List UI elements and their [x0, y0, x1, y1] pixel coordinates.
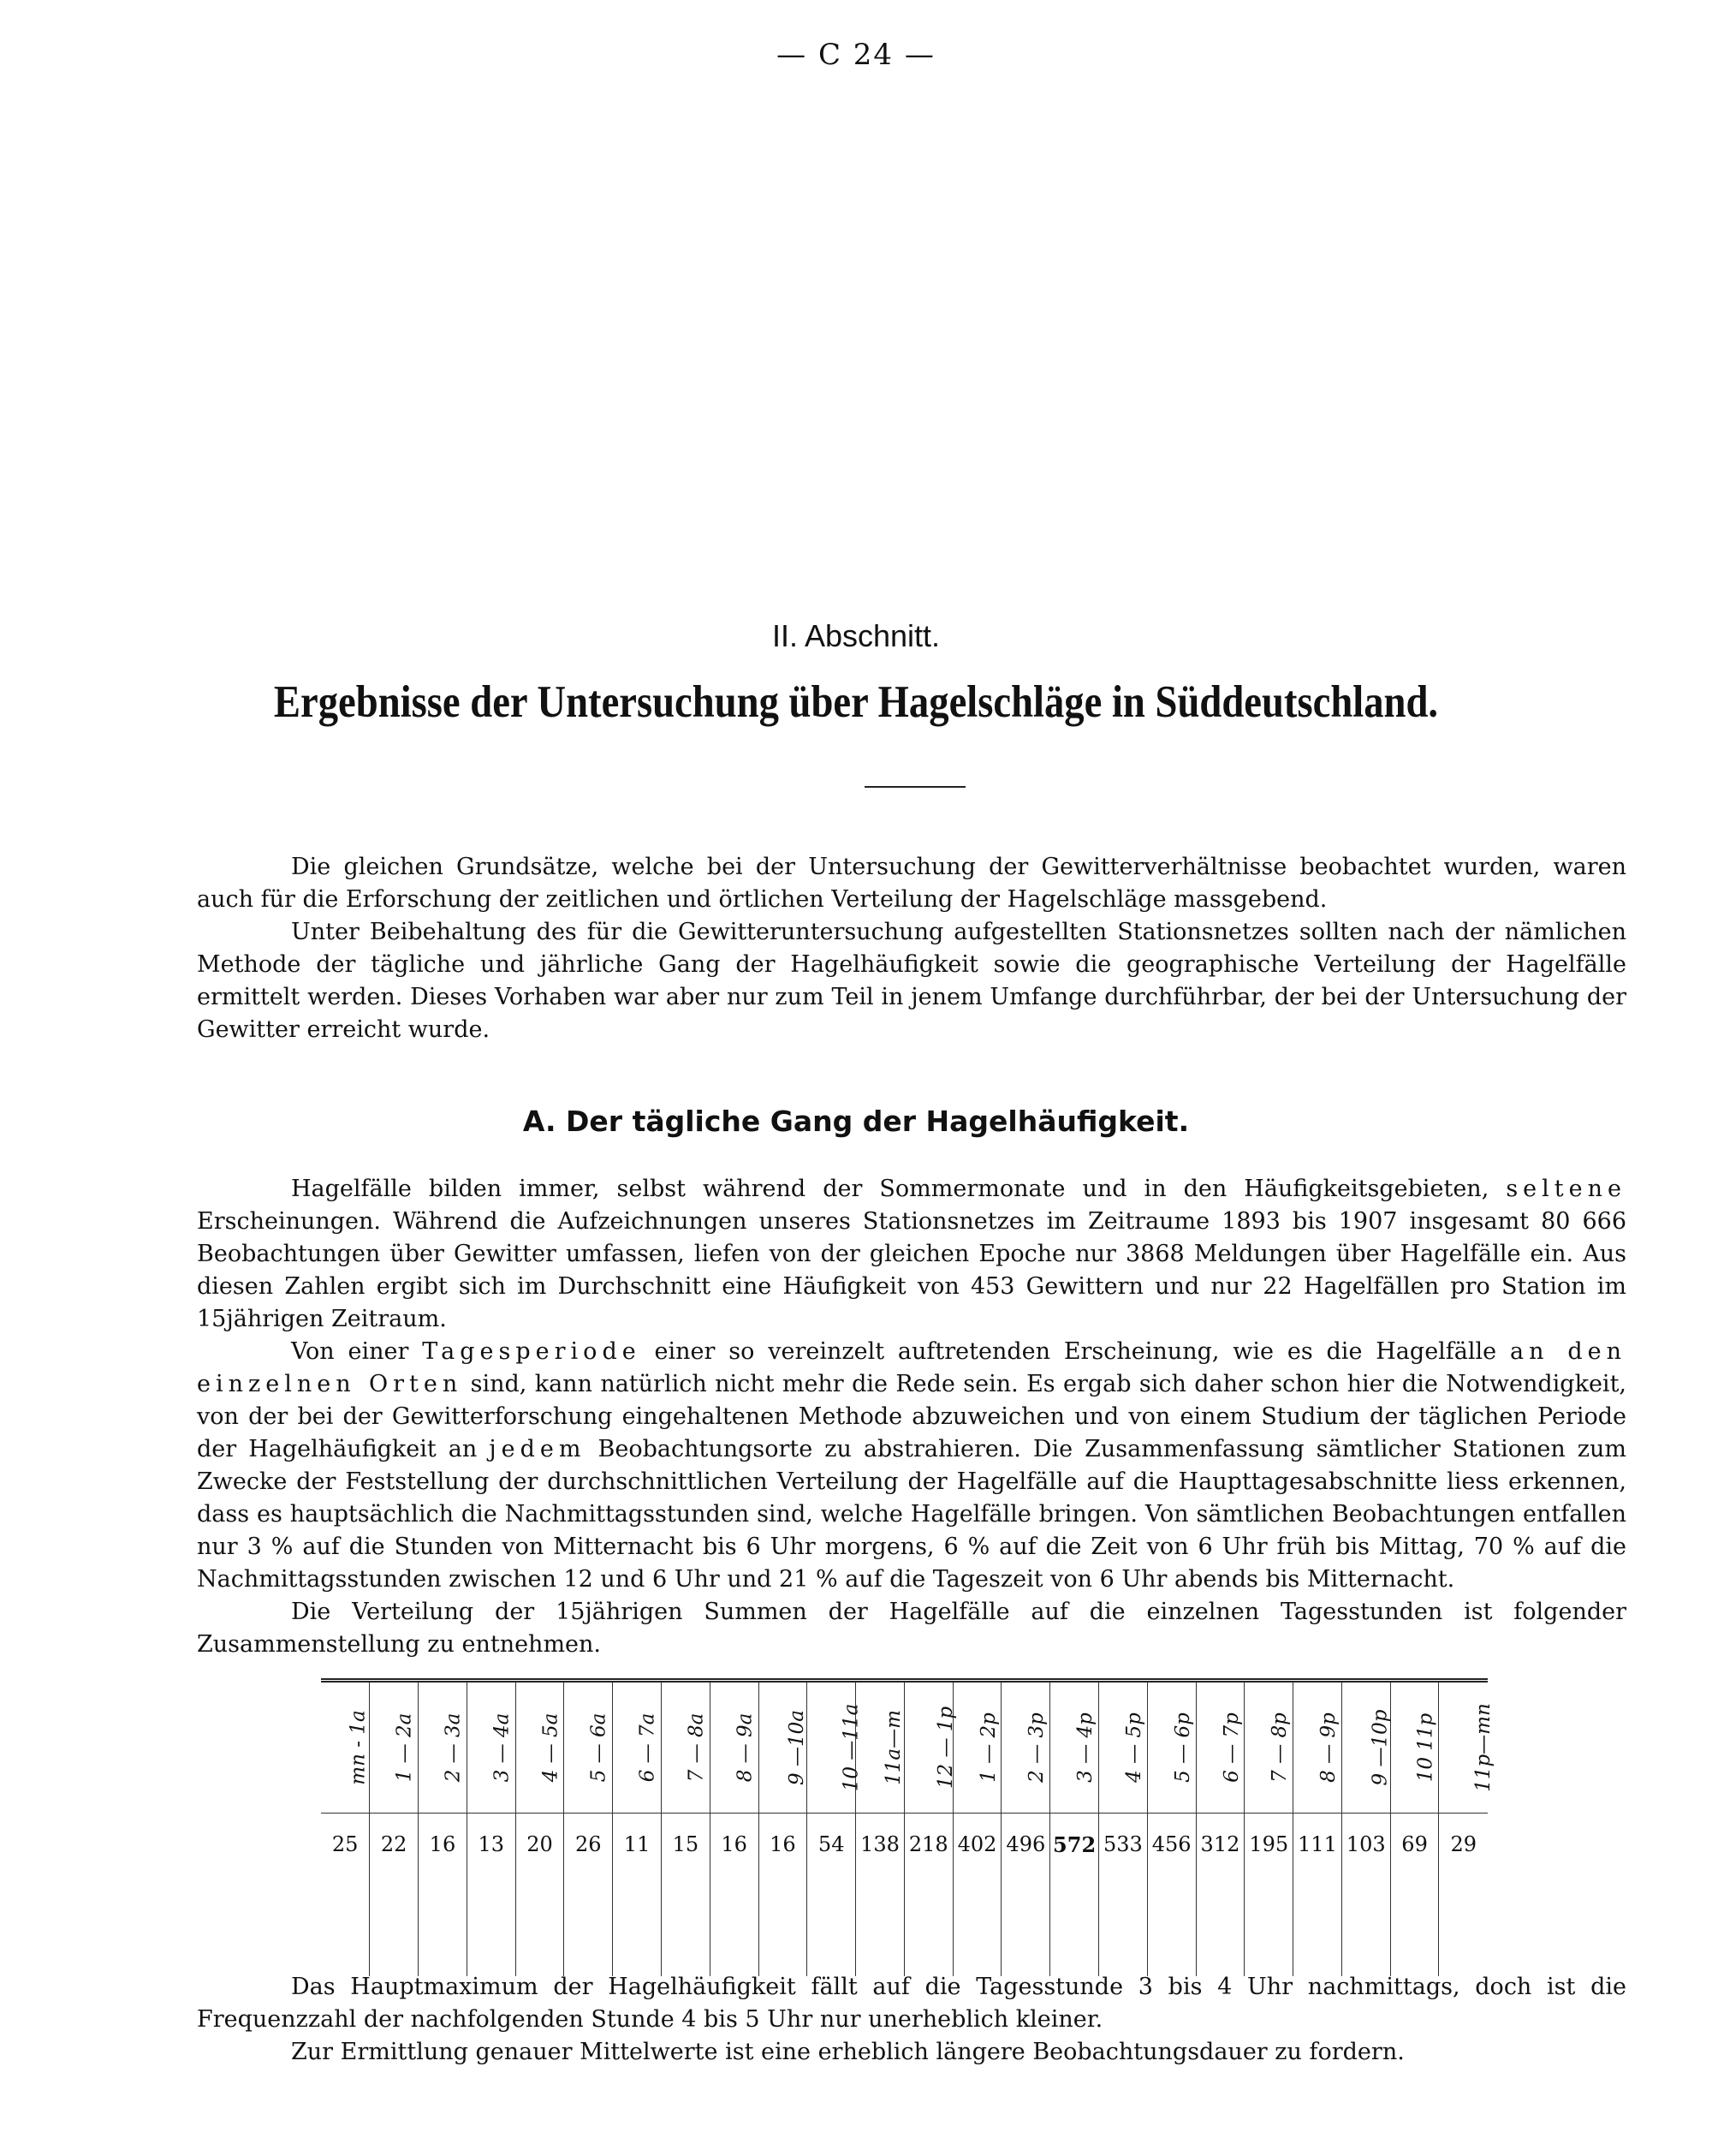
- hour-header-cell: [904, 1683, 957, 1814]
- p2-emphasis-1: Tagesperiode: [422, 1338, 641, 1365]
- blank-cell: [1050, 1899, 1099, 1976]
- subsection-text: [197, 1173, 1626, 1661]
- hour-header-cell: [1390, 1683, 1439, 1814]
- hour-label: 1 — 2a: [393, 1712, 416, 1783]
- table-value-row: [321, 1814, 1488, 1900]
- hail-count-cell: 25: [331, 1832, 359, 1856]
- blank-cell: [1147, 1899, 1196, 1976]
- hail-count-cell: 312: [1196, 1814, 1245, 1900]
- hour-label: 6 — 7a: [636, 1712, 659, 1783]
- subsection-title: A. Der tägliche Gang der Hagelhäufigkeit.: [522, 1105, 1190, 1138]
- hour-label: 8 — 9p: [1317, 1712, 1340, 1783]
- section-label: II. Abschnitt.: [771, 618, 941, 653]
- hail-count-cell: 496: [1002, 1814, 1050, 1900]
- hour-header-cell: [564, 1683, 613, 1814]
- hail-count-cell: 15: [661, 1814, 710, 1900]
- hail-count-cell: 16: [710, 1814, 758, 1900]
- hour-label: 6 — 7p: [1220, 1712, 1243, 1783]
- blank-cell: [807, 1899, 856, 1976]
- blank-cell: [904, 1899, 953, 1976]
- hail-count-cell: 29: [1439, 1814, 1488, 1900]
- hail-frequency-table: [321, 1678, 1495, 1976]
- hour-label: 12 — 1p: [935, 1706, 957, 1790]
- hail-count-cell: 26: [564, 1814, 613, 1900]
- hour-label: 1 — 2p: [977, 1712, 1000, 1783]
- hour-header-cell: [1002, 1683, 1050, 1814]
- hour-header-cell: [321, 1683, 370, 1814]
- title-divider: [865, 786, 966, 788]
- subsection-paragraph-2: [197, 1336, 1626, 1596]
- blank-cell: [1439, 1899, 1488, 1976]
- section-title: Ergebnisse der Untersuchung über Hagelschläge in Süddeutschland.: [273, 677, 1439, 727]
- blank-cell: [1196, 1899, 1245, 1976]
- intro-text: [197, 851, 1626, 1046]
- hail-count-cell: 11: [613, 1814, 662, 1900]
- hour-header-cell: [515, 1683, 564, 1814]
- subsection-paragraph-3: Die Verteilung der 15jährigen Summen der Hagelfälle auf die einzelnen Tagesstunden ist folgender Zusammenstellung zu entnehmen.: [197, 1599, 1626, 1658]
- hour-label: mn - 1a: [347, 1710, 370, 1785]
- p2-emphasis-2: an den einzelnen Orten: [197, 1338, 1626, 1397]
- blank-cell: [467, 1899, 515, 1976]
- hail-count-cell: 456: [1147, 1814, 1196, 1900]
- blank-cell: [1002, 1899, 1050, 1976]
- table-blank-row: [321, 1899, 1488, 1976]
- hour-header-cell: [1196, 1683, 1245, 1814]
- hour-label: 3 — 4p: [1074, 1712, 1097, 1783]
- hail-count-cell: 103: [1341, 1814, 1390, 1900]
- hour-header-cell: [856, 1683, 905, 1814]
- hour-label: 10 11p: [1413, 1712, 1436, 1783]
- hour-header-cell: [1245, 1683, 1293, 1814]
- hour-label: 9 —10a: [785, 1710, 808, 1785]
- hour-header-cell: [419, 1683, 467, 1814]
- hail-count-cell: 533: [1099, 1814, 1148, 1900]
- hour-header-cell: [370, 1683, 419, 1814]
- blank-cell: [613, 1899, 662, 1976]
- blank-cell: [370, 1899, 419, 1976]
- blank-cell: [564, 1899, 613, 1976]
- blank-cell: [1099, 1899, 1148, 1976]
- hail-count-cell: 69: [1390, 1814, 1439, 1900]
- blank-cell: [710, 1899, 758, 1976]
- blank-cell: [1293, 1899, 1342, 1976]
- p2-part-c: sind, kann natürlich nicht mehr die Rede sein. Es ergab sich daher schon hier die Notwendigkeit, von der bei der Gewitterforschung eingehaltenen Methode abzuweichen und von einem Studium der täglichen Periode der Hagelhäufigkeit an: [197, 1371, 1627, 1462]
- blank-cell: [953, 1899, 1002, 1976]
- blank-cell: [758, 1899, 807, 1976]
- hour-header-cell: [1293, 1683, 1342, 1814]
- hail-count-cell: 16: [758, 1814, 807, 1900]
- hour-header-cell: [467, 1683, 515, 1814]
- hour-header-cell: [613, 1683, 662, 1814]
- hail-count-cell: 195: [1245, 1814, 1293, 1900]
- hail-count-cell: 138: [856, 1814, 905, 1900]
- subsection-paragraph-1: [197, 1173, 1626, 1336]
- hour-header-cell: [1341, 1683, 1390, 1814]
- p2-part-a: Von einer: [291, 1338, 409, 1365]
- hour-header-cell: [807, 1683, 863, 1814]
- hail-count-cell: 20: [515, 1814, 564, 1900]
- hail-count-cell: 572: [1050, 1814, 1099, 1900]
- p1-part-a: Hagelfälle bilden immer, selbst während der Sommermonate und in den Häufigkeitsgebieten,: [291, 1176, 1489, 1202]
- blank-cell: [419, 1899, 467, 1976]
- hour-header-cell: [710, 1683, 758, 1814]
- hour-header-cell: [758, 1683, 807, 1814]
- hour-label: 10 —11a: [840, 1703, 863, 1792]
- p1-part-b: Erscheinungen. Während die Aufzeichnungen unseres Stationsnetzes im Zeitraume 1893 bis 1907 insgesamt 80 666 Beobachtungen über Gewitter umfassen, liefen von der gleichen Epoche nur 3868 Meldungen über Hagelfälle ein. Aus diesen Zahlen ergibt sich im Durchschnitt eine Häufigkeit von 453 Gewittern und nur 22 Hagelfällen pro Station im 15jährigen Zeitraum.: [197, 1208, 1626, 1332]
- hour-label: 4 — 5p: [1122, 1712, 1145, 1783]
- hail-count-cell: 402: [953, 1814, 1002, 1900]
- intro-paragraph-1: Die gleichen Grundsätze, welche bei der Untersuchung der Gewitterverhältnisse beobachtet wurden, waren auch für die Erforschung der zeitlichen und örtlichen Verteilung der Hagelschläge massgebend.: [197, 854, 1626, 913]
- hour-label: 5 — 6p: [1171, 1712, 1194, 1783]
- closing-text: [197, 1971, 1626, 2069]
- blank-cell: [1390, 1899, 1439, 1976]
- table-header-row: [321, 1683, 1488, 1814]
- hour-label: 8 — 9a: [734, 1712, 757, 1783]
- intro-paragraph-2: Unter Beibehaltung des für die Gewitteruntersuchung aufgestellten Stationsnetzes sollten nach der nämlichen Methode der tägliche und jährliche Gang der Hagelhäufigkeit sowie die geographische Verteilung der Hagelfälle ermittelt werden. Dieses Vorhaben war aber nur zum Teil in jenem Umfange durchführbar, der bei der Untersuchung der Gewitter erreicht wurde.: [197, 919, 1626, 1043]
- hour-header-cell: [953, 1683, 1002, 1814]
- blank-cell: [661, 1899, 710, 1976]
- hour-label: 7 — 8p: [1269, 1712, 1292, 1783]
- page-number: — C 24 —: [776, 38, 936, 72]
- hour-header-cell: [661, 1683, 710, 1814]
- hour-label: 2 — 3p: [1025, 1712, 1049, 1783]
- p2-part-b: einer so vereinzelt auftretenden Erscheinung, wie es die Hagelfälle: [654, 1338, 1497, 1365]
- p2-part-d: Beobachtungsorte zu abstrahieren. Die Zusammenfassung sämtlicher Stationen zum Zwecke der Feststellung der durchschnittlichen Verteilung der Hagelfälle auf die Haupttagesabschnitte liess erkennen, dass es hauptsächlich die Nachmittagsstunden sind, welche Hagelfälle bringen. Von sämtlichen Beobachtungen entfallen nur 3 % auf die Stunden von Mitternacht bis 6 Uhr morgens, 6 % auf die Zeit von 6 Uhr früh bis Mittag, 70 % auf die Nachmittagsstunden zwischen 12 und 6 Uhr und 21 % auf die Tageszeit von 6 Uhr abends bis Mitternacht.: [197, 1436, 1626, 1593]
- hour-label: 11a—m: [882, 1710, 905, 1785]
- closing-paragraph-2: Zur Ermittlung genauer Mittelwerte ist eine erheblich längere Beobachtungsdauer zu fordern.: [291, 2039, 1405, 2065]
- hour-header-cell: [1050, 1683, 1099, 1814]
- hour-label: 11p—mn: [1472, 1703, 1495, 1792]
- blank-cell: [321, 1899, 370, 1976]
- hour-label: 3 — 4a: [490, 1712, 514, 1783]
- p1-emphasis: seltene: [1506, 1176, 1626, 1202]
- blank-cell: [1245, 1899, 1293, 1976]
- hail-count-cell: 111: [1293, 1814, 1342, 1900]
- p2-emphasis-3: jedem: [489, 1436, 586, 1462]
- hail-count-cell: 218: [904, 1814, 953, 1900]
- hour-label: 5 — 6a: [587, 1712, 610, 1783]
- blank-cell: [515, 1899, 564, 1976]
- closing-paragraph-1: Das Hauptmaximum der Hagelhäufigkeit fällt auf die Tagesstunde 3 bis 4 Uhr nachmittags, doch ist die Frequenzzahl der nachfolgenden Stunde 4 bis 5 Uhr nur unerheblich kleiner.: [197, 1974, 1626, 2033]
- blank-cell: [1341, 1899, 1390, 1976]
- hail-count-cell: 13: [467, 1814, 515, 1900]
- blank-cell: [856, 1899, 905, 1976]
- hail-count-cell: 22: [370, 1814, 419, 1900]
- hour-label: 4 — 5a: [538, 1712, 562, 1783]
- hour-header-cell: [1439, 1683, 1495, 1814]
- hour-header-cell: [1099, 1683, 1148, 1814]
- hour-label: 7 — 8a: [685, 1712, 708, 1783]
- hour-label: 2 — 3a: [442, 1712, 465, 1783]
- hail-count-cell: 54: [807, 1814, 856, 1900]
- hail-count-cell: 16: [419, 1814, 467, 1900]
- hour-header-cell: [1147, 1683, 1196, 1814]
- hour-label: 9 —10p: [1369, 1709, 1392, 1786]
